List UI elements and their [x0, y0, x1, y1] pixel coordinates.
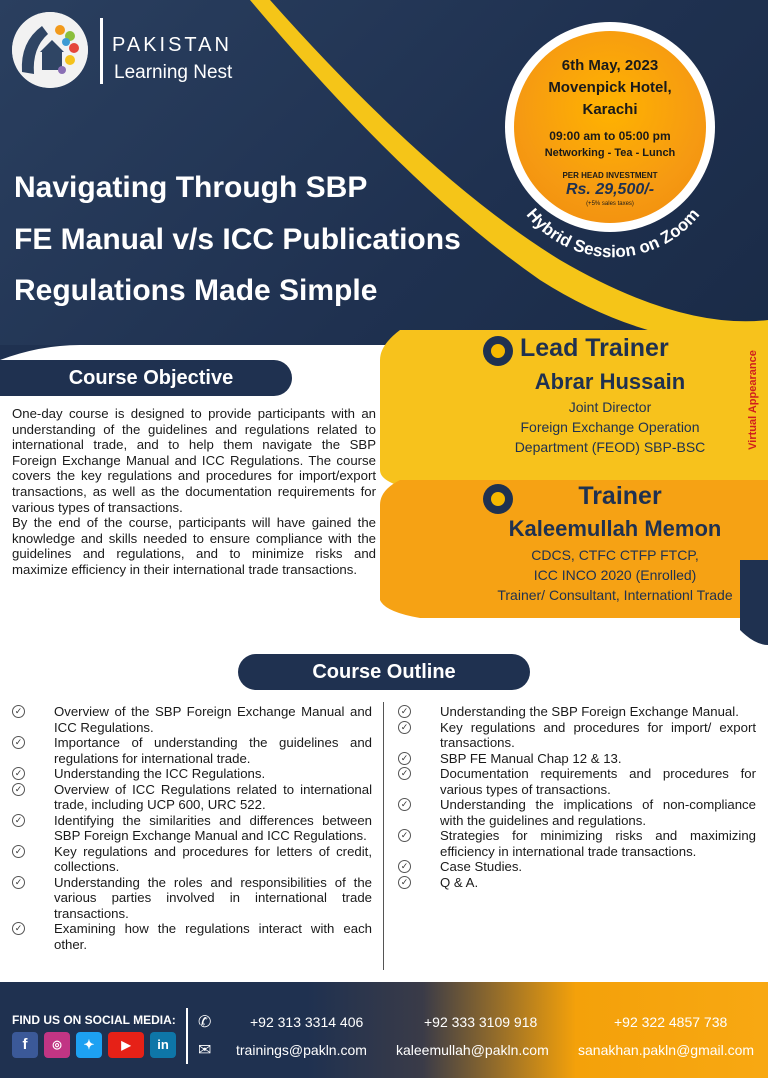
outline-item — [398, 875, 756, 891]
lead-trainer-bullet-icon — [483, 336, 513, 366]
footer-divider — [186, 1008, 188, 1064]
outline-item — [12, 921, 372, 952]
outline-item-text: Key regulations and procedures for letters of credit, collections. — [54, 843, 372, 874]
social-label: FIND US ON SOCIAL MEDIA: — [12, 1013, 176, 1027]
virtual-appearance-text: Virtual Appearance — [747, 350, 759, 450]
outline-item-text: Key regulations and procedures for import/ export transactions. — [440, 719, 756, 750]
lead-trainer-line-3: Department (FEOD) SBP-BSC — [514, 439, 706, 455]
check-icon: ✓ — [12, 783, 25, 796]
check-icon: ✓ — [398, 876, 411, 889]
outline-item-text: Understanding the SBP Foreign Exchange Manual. — [440, 704, 739, 719]
check-icon: ✓ — [398, 860, 411, 873]
outline-item — [398, 766, 756, 797]
outline-item-text: Importance of understanding the guidelines and regulations for international trade. — [54, 735, 372, 766]
lead-trainer-line-2: Foreign Exchange Operation — [520, 419, 700, 435]
outline-item — [398, 859, 756, 875]
outline-item — [398, 720, 756, 751]
facebook-icon[interactable]: f — [12, 1032, 38, 1058]
check-icon: ✓ — [398, 721, 411, 734]
twitter-icon[interactable]: ✦ — [76, 1032, 102, 1058]
check-icon: ✓ — [398, 798, 411, 811]
trainer-line-3: Trainer/ Consultant, Internationl Trade — [497, 587, 733, 603]
event-time: 09:00 am to 05:00 pm — [549, 129, 671, 143]
outline-item — [12, 704, 372, 735]
brand-name: PAKISTAN — [112, 34, 232, 56]
outline-item-text: Overview of ICC Regulations related to international trade, including UCP 600, URC 522. — [54, 781, 372, 812]
email-1[interactable]: trainings@pakln.com — [236, 1042, 367, 1058]
outline-item — [12, 735, 372, 766]
outline-item-text: Understanding the ICC Regulations. — [54, 766, 266, 781]
objective-paragraph-1: One-day course is designed to provide participants with an understanding of the guidelines and regulations related to international trade, and to help them navigate the SBP Foreign Exchange Manual and ICC Regulations. The course covers the key regulations and procedures for import/export transactions, as well as the documentation requirements for various types of transactions. — [12, 406, 376, 515]
outline-item-text: Case Studies. — [440, 859, 523, 874]
event-price: Rs. 29,500/- — [565, 181, 655, 198]
email-icon: ✉ — [198, 1042, 212, 1059]
phone-2[interactable]: +92 333 3109 918 — [424, 1014, 538, 1030]
outline-item-text: Documentation requirements and procedures for various types of transactions. — [440, 766, 756, 797]
instagram-icon[interactable]: ◎ — [44, 1032, 70, 1058]
logo-divider — [100, 18, 103, 84]
svg-text:Hybrid Session on Zoom — [523, 205, 703, 260]
objective-paragraph-2: By the end of the course, participants will have gained the knowledge and skills needed to ensure compliance with the guidelines and regulations, and to minimize risks and maximize efficiency in their international trade transactions. — [12, 515, 376, 577]
event-date: 6th May, 2023 — [561, 57, 659, 74]
trainer-line-1: CDCS, CTFC CTFP FTCP, — [531, 547, 699, 563]
outline-item-text: Q & A. — [440, 874, 479, 890]
event-amenities: Networking - Tea - Lunch — [544, 147, 676, 159]
outline-item — [12, 875, 372, 922]
check-icon: ✓ — [398, 752, 411, 765]
outline-item — [12, 782, 372, 813]
lead-trainer-name: Abrar Hussain — [534, 369, 686, 394]
check-icon: ✓ — [398, 829, 411, 842]
title-line-3: Regulations Made Simple — [14, 274, 378, 307]
trainer-name: Kaleemullah Memon — [508, 516, 722, 541]
phone-1[interactable]: +92 313 3314 406 — [250, 1014, 364, 1030]
email-2[interactable]: kaleemullah@pakln.com — [396, 1042, 549, 1058]
trainer-line-2: ICC INCO 2020 (Enrolled) — [533, 567, 697, 583]
check-icon: ✓ — [12, 876, 25, 889]
outline-item — [12, 766, 372, 782]
brand-tagline: Learning Nest — [114, 62, 233, 83]
outline-item-text: Strategies for minimizing risks and maximizing efficiency in international trade transactions. — [440, 828, 756, 859]
phone-icon: ✆ — [198, 1014, 212, 1031]
check-icon: ✓ — [12, 736, 25, 749]
check-icon: ✓ — [12, 814, 25, 827]
outline-item-text: Understanding the roles and responsibilities of the various parties involved in international trade transactions. — [54, 874, 372, 921]
virtual-appearance-note — [742, 340, 764, 460]
course-objective-heading: Course Objective — [0, 360, 292, 396]
check-icon: ✓ — [12, 922, 25, 935]
check-icon: ✓ — [398, 705, 411, 718]
title-line-2: FE Manual v/s ICC Publications — [14, 223, 461, 256]
outline-item-text: Understanding the implications of non-compliance with the guidelines and regulations. — [440, 797, 756, 828]
outline-item-text: Identifying the similarities and differences between SBP Foreign Exchange Manual and ICC Regulations. — [54, 812, 372, 843]
tax-note: (+5% sales taxes) — [586, 201, 634, 207]
trainer-bullet-icon — [483, 484, 513, 514]
footer-bar — [0, 982, 768, 1078]
outline-left-column — [12, 704, 372, 952]
logo-mark-icon — [12, 12, 88, 88]
outline-right-column — [398, 704, 756, 890]
check-icon: ✓ — [398, 767, 411, 780]
check-icon: ✓ — [12, 845, 25, 858]
outline-item — [398, 751, 756, 767]
event-city: Karachi — [582, 101, 638, 118]
hybrid-session-label — [480, 80, 750, 260]
investment-label: PER HEAD INVESTMENT — [562, 171, 658, 180]
lead-trainer-role: Lead Trainer — [520, 334, 669, 362]
check-icon: ✓ — [12, 705, 25, 718]
outline-item — [12, 813, 372, 844]
outline-item — [398, 828, 756, 859]
outline-item-text: SBP FE Manual Chap 12 & 13. — [440, 750, 622, 766]
phone-3[interactable]: +92 322 4857 738 — [614, 1014, 728, 1030]
outline-item — [398, 704, 756, 720]
lead-trainer-line-1: Joint Director — [568, 399, 652, 415]
check-icon: ✓ — [12, 767, 25, 780]
outline-item-text: Examining how the regulations interact with each other. — [54, 921, 372, 952]
hybrid-session-text: Hybrid Session on Zoom — [522, 204, 704, 260]
outline-column-divider — [383, 702, 384, 970]
course-outline-heading: Course Outline — [238, 654, 530, 690]
youtube-icon[interactable]: ▶ — [108, 1032, 144, 1058]
linkedin-icon[interactable]: in — [150, 1032, 176, 1058]
email-3[interactable]: sanakhan.pakln@gmail.com — [578, 1042, 755, 1058]
course-objective-text — [12, 406, 376, 578]
outline-item — [12, 844, 372, 875]
title-line-1: Navigating Through SBP — [14, 171, 368, 204]
brand-logo — [12, 12, 252, 88]
outline-item — [398, 797, 756, 828]
trainer-role: Trainer — [578, 482, 662, 510]
event-venue: Movenpick Hotel, — [548, 79, 672, 96]
outline-item-text: Overview of the SBP Foreign Exchange Manual and ICC Regulations. — [54, 704, 372, 735]
